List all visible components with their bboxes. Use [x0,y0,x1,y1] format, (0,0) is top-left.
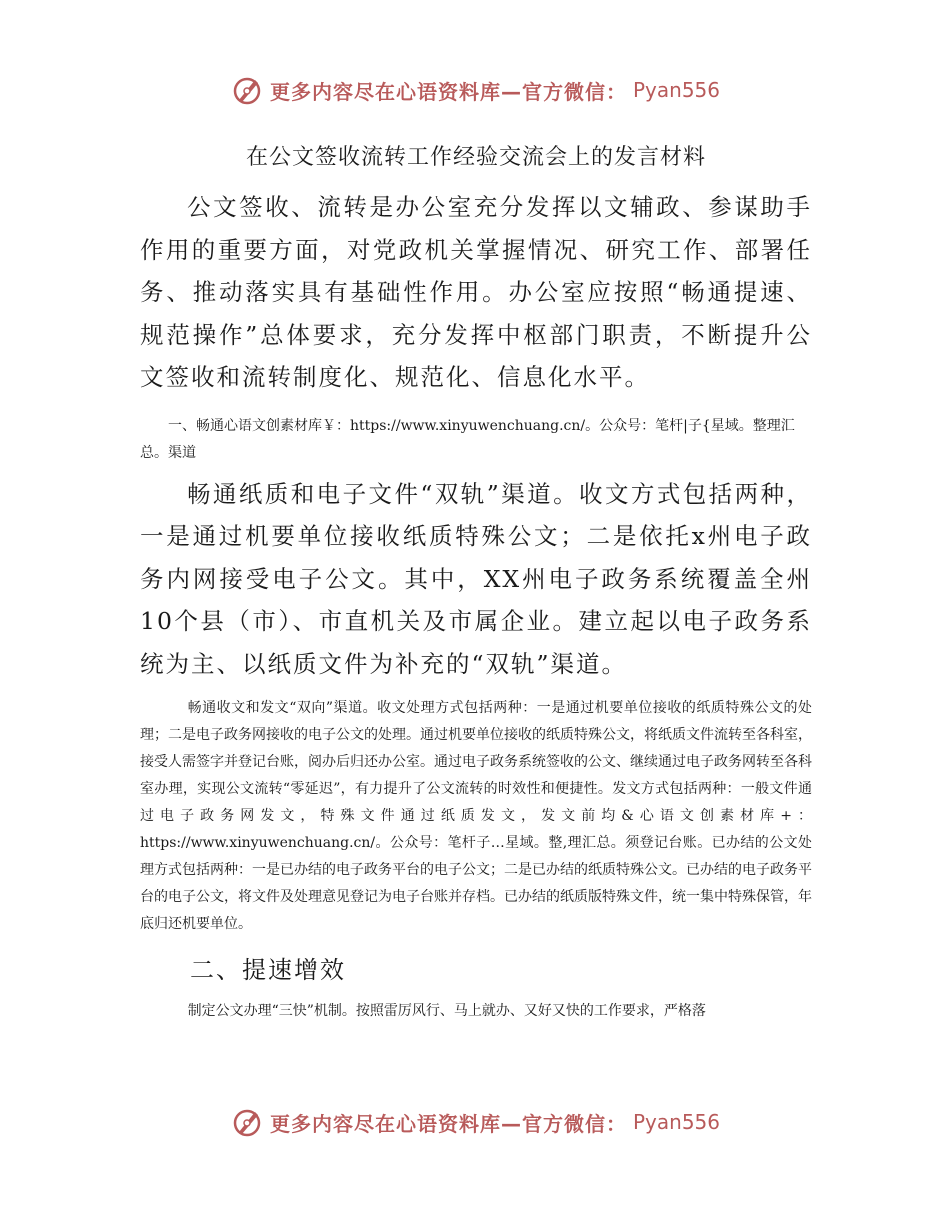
document-title: 在公文签收流转工作经验交流会上的发言材料 [245,145,706,170]
footer-banner [0,1102,950,1142]
section2-heading: 二、提速增效 [190,956,346,984]
quill-logo-icon [230,1105,264,1139]
section2-paragraph-1: 制定公文办理“三快”机制。按照雷厉风行、马上就办、又好又快的工作要求，严格落 [187,1003,706,1019]
banner-content [230,1105,720,1139]
banner-text: 更多内容尽在心语资料库—官方微信： [269,1111,627,1136]
banner-text: 更多内容尽在心语资料库—官方微信： [269,79,627,104]
banner-content [230,73,720,107]
section1-heading: 一、畅通心语文创素材库￥：https://www.xinyuwenchuang.cn/。公众号：笔杆|子{星域。整理汇总。渠道 [140,417,795,461]
document-body [140,138,812,1025]
section1-paragraph-1: 畅通纸质和电子文件“双轨”渠道。收文方式包括两种，一是通过机要单位接收纸质特殊公文；二是依托x州电子政务内网接受电子公文。其中，XX州电子政务系统覆盖全州10个县（市）、市直机关及市属企业。建立起以电子政务系统为主、以纸质文件为补充的“双轨”渠道。 [140,479,812,678]
intro-paragraph: 公文签收、流转是办公室充分发挥以文辅政、参谋助手作用的重要方面，对党政机关掌握情况、研究工作、部署任务、推动落实具有基础性作用。办公室应按照“畅通提速、规范操作”总体要求，充分发挥中枢部门职责，不断提升公文签收和流转制度化、规范化、信息化水平。 [140,193,812,391]
banner-wechat-id: Pyan556 [632,1110,720,1134]
quill-logo-icon [230,73,264,107]
banner-wechat-id: Pyan556 [632,78,720,102]
section1-paragraph-2: 畅通收文和发文“双向”渠道。收文处理方式包括两种：一是通过机要单位接收的纸质特殊公文的处理；二是电子政务网接收的电子公文的处理。通过机要单位接收的纸质特殊公文，将纸质文件流转至各科室，接受人需签字并登记台账，阅办后归还办公室。通过电子政务系统签收的公文、继续通过电子政务网转至各科室办理，实现公文流转“零延迟”，有力提升了公文流转的时效性和便捷性。发文方式包括两种：一般文件通过电子政务网发文，特殊文件通过纸质发文，发文前均&心语文创素材库+：https://www.xinyuwenchuang.cn/。公众号：笔杆子…星域。整,理汇总。须登记台账。已办结的公文处理方式包括两种：一是已办结的电子政务平台的电子公文；二是已办结的纸质特殊公文。已办结的电子政务平台的电子公文，将文件及处理意见登记为电子台账并存档。已办结的纸质版特殊文件，统一集中特殊保管，年底归还机要单位。 [140,700,812,932]
header-banner [0,70,950,110]
